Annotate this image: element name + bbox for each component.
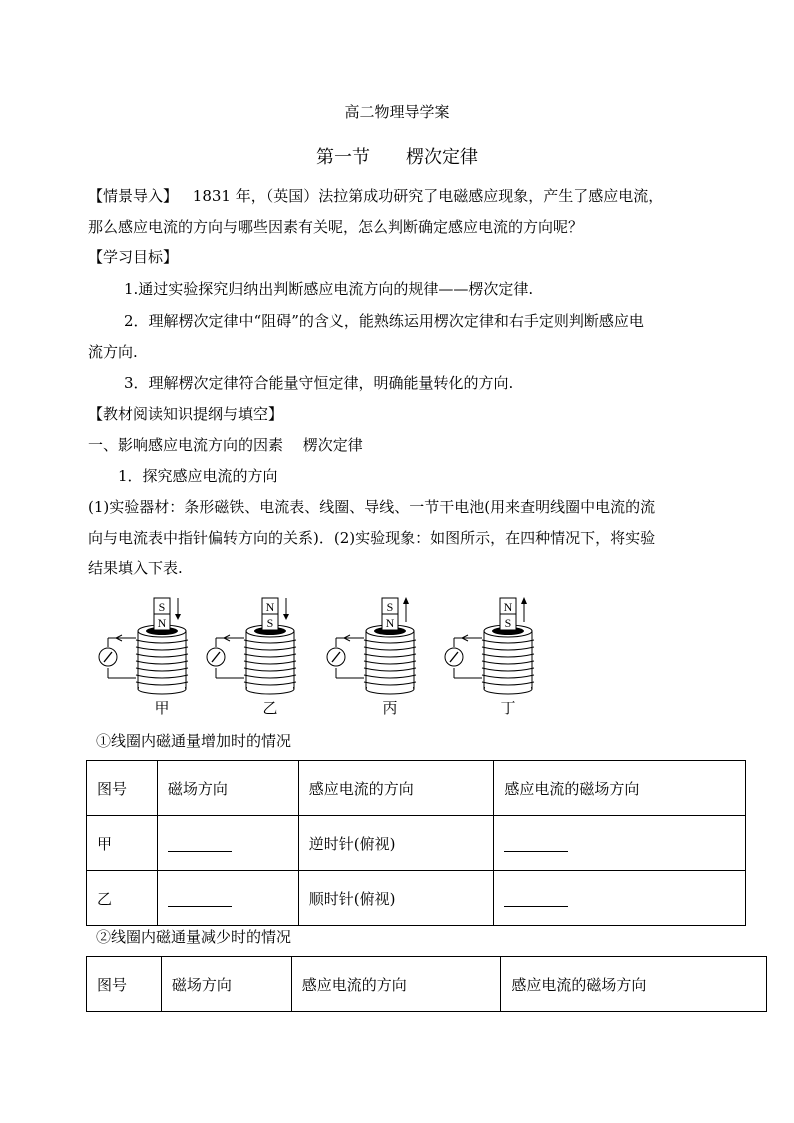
fill-blank-field-direction[interactable] (157, 816, 298, 871)
figure-panel-bing (327, 597, 416, 717)
intro-paragraph (88, 185, 663, 206)
ding-top-pole: N (503, 600, 513, 614)
reading-label: 【教材阅读知识提纲与填空】 (88, 405, 284, 423)
intro-line2: 那么感应电流的方向与哪些因素有关呢，怎么判断确定感应电流的方向呢？ (88, 218, 584, 236)
bing-top-pole: S (386, 600, 394, 614)
document-title: 高二物理导学案 (344, 103, 450, 121)
fill-blank-induced-field[interactable] (494, 871, 746, 926)
table-row (87, 871, 746, 926)
table-flux-decrease (86, 956, 767, 1012)
section-title: 第一节 楞次定律 (316, 147, 478, 168)
fill-blank-field-direction[interactable] (157, 871, 298, 926)
header-cell-current-direction: 感应电流的方向 (291, 957, 501, 1012)
header-cell-figure: 图号 (87, 761, 158, 816)
header-cell-induced-field: 感应电流的磁场方向 (501, 957, 767, 1012)
reading-paragraph-line2: 向与电流表中指针偏转方向的关系)．(2)实验现象：如图所示，在四种情况下，将实验 (88, 529, 656, 547)
intro-line1: 1831 年，（英国）法拉第成功研究了电磁感应现象，产生了感应电流， (192, 187, 664, 205)
figure-panel-jia (99, 598, 188, 717)
ding-bottom-pole: S (504, 616, 512, 630)
figure-panel-ding (445, 597, 534, 717)
intro-label: 【情景导入】 (88, 187, 179, 205)
header-cell-current-direction: 感应电流的方向 (298, 761, 494, 816)
ding-caption: 丁 (500, 699, 516, 717)
bing-bottom-pole: N (385, 616, 395, 630)
goal-item-3: 3．理解楞次定律符合能量守恒定律，明确能量转化的方向. (124, 374, 514, 392)
table1-caption: ①线圈内磁通量增加时的情况 (96, 732, 292, 750)
goal-item-2: 2．理解楞次定律中“阻碍”的含义，能熟练运用楞次定律和右手定则判断感应电 (124, 312, 644, 330)
reading-subheading: 1．探究感应电流的方向 (118, 467, 278, 485)
table-header-row (87, 957, 767, 1012)
jia-caption: 甲 (154, 699, 170, 717)
cell-figure-label: 甲 (87, 816, 158, 871)
table2-caption: ②线圈内磁通量减少时的情况 (96, 928, 292, 946)
reading-paragraph-line3: 结果填入下表. (88, 559, 183, 577)
table-flux-increase (86, 760, 746, 926)
cell-current-direction: 顺时针(俯视) (298, 871, 494, 926)
table-row (87, 816, 746, 871)
figure-panel-yi (207, 598, 296, 717)
yi-caption: 乙 (262, 699, 278, 717)
goal-item-1: 1.通过实验探究归纳出判断感应电流方向的规律——楞次定律. (124, 280, 534, 298)
goals-label: 【学习目标】 (88, 248, 179, 266)
reading-paragraph-line1: (1)实验器材：条形磁铁、电流表、线圈、导线、一节干电池(用来查明线圈中电流的流 (88, 498, 656, 516)
reading-heading: 一、影响感应电流方向的因素 楞次定律 (88, 436, 363, 454)
header-cell-figure: 图号 (87, 957, 162, 1012)
bing-caption: 丙 (382, 699, 398, 717)
yi-top-pole: N (265, 600, 275, 614)
yi-bottom-pole: S (266, 616, 274, 630)
cell-figure-label: 乙 (87, 871, 158, 926)
jia-bottom-pole: N (157, 616, 167, 630)
table-header-row (87, 761, 746, 816)
header-cell-induced-field: 感应电流的磁场方向 (494, 761, 746, 816)
header-cell-field-direction: 磁场方向 (157, 761, 298, 816)
jia-top-pole: S (158, 600, 166, 614)
header-cell-field-direction: 磁场方向 (161, 957, 291, 1012)
magnet-coil-figure (96, 594, 556, 718)
fill-blank-induced-field[interactable] (494, 816, 746, 871)
cell-current-direction: 逆时针(俯视) (298, 816, 494, 871)
goal-item-2-cont: 流方向. (88, 343, 138, 361)
